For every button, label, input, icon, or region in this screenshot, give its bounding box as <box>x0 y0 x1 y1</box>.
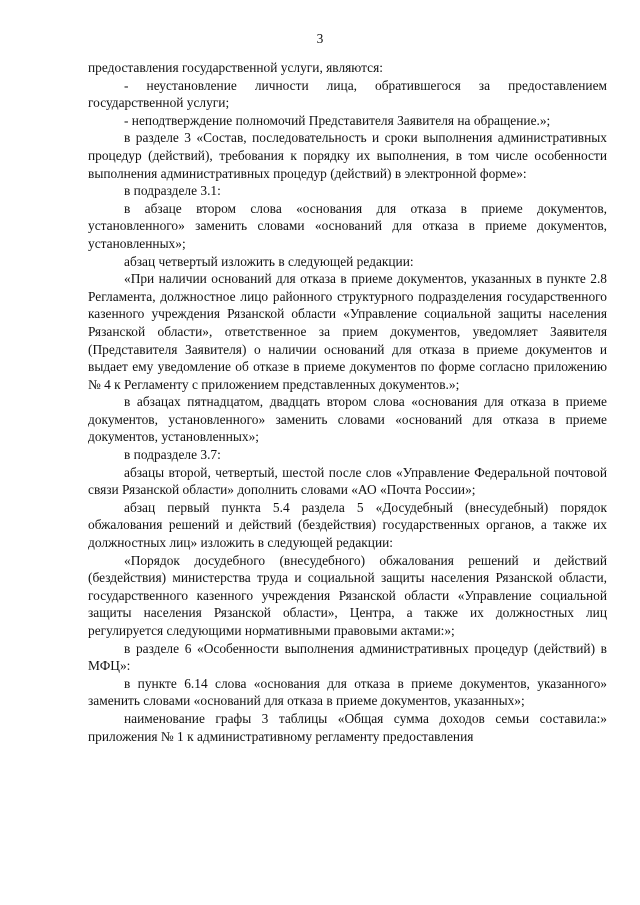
paragraph: в подразделе 3.1: <box>124 183 221 199</box>
paragraph: в абзаце втором слова «основания для отказа в приеме документов, установленного» заменить словами «оснований для отказа в приеме документов, установленных»; <box>88 200 607 251</box>
paragraph: абзацы второй, четвертый, шестой после слов «Управление Федеральной почтовой связи Рязанской области» дополнить словами «АО «Почта России»; <box>88 464 607 498</box>
paragraph: в разделе 3 «Состав, последовательность и сроки выполнения административных процедур (действий), требования к порядку их выполнения, в том числе особенности выполнения административных процедур (действий) в электронной форме»: <box>88 130 607 181</box>
paragraph: в абзацах пятнадцатом, двадцать втором слова «основания для отказа в приеме документов, установленного» заменить словами «оснований для отказа в приеме документов, установленных»; <box>88 394 607 445</box>
paragraph: абзац первый пункта 5.4 раздела 5 «Досудебный (внесудебный) порядок обжалования решений и действий (бездействия) государственных органов, а также их должностных лиц» изложить в следующей редакции: <box>88 499 607 551</box>
paragraph: в пункте 6.14 слова «основания для отказа в приеме документов, указанного» заменить словами «оснований для отказа в приеме документов, указанных»; <box>88 675 607 709</box>
paragraph: абзац четвертый изложить в следующей редакции: <box>124 253 414 269</box>
paragraph: - неподтверждение полномочий Представителя Заявителя на обращение.»; <box>124 112 551 128</box>
paragraph: предоставления государственной услуги, являются: <box>88 60 383 75</box>
paragraph: в подразделе 3.7: <box>124 447 221 463</box>
document-body <box>88 59 607 745</box>
paragraph: в разделе 6 «Особенности выполнения административных процедур (действий) в МФЦ»: <box>88 640 607 674</box>
paragraph: - неустановление личности лица, обратившегося за предоставлением государственной услуги; <box>88 77 607 111</box>
page-number: 3 <box>316 31 324 46</box>
paragraph: «Порядок досудебного (внесудебного) обжалования решений и действий (бездействия) министерства труда и социальной защиты населения Рязанской области, государственного казенного учреждения Рязанской области «Управление социальной защиты населения Рязанской области», Центра, а также их должностных лиц регулируется следующими нормативными правовыми актами:»; <box>88 552 607 638</box>
paragraph: наименование графы 3 таблицы «Общая сумма доходов семьи составила:» приложения № 1 к административному регламенту предоставления <box>88 710 607 744</box>
paragraph: «При наличии оснований для отказа в приеме документов, указанных в пункте 2.8 Регламента, должностное лицо районного структурного подразделения государственного казенного учреждения Рязанской области «Управление социальной защиты населения Рязанской области», ответственное за прием документов, уведомляет Заявителя (Представителя Заявителя) о наличии оснований для отказа в приеме документов и выдает ему уведомление об отказе в приеме документов по форме согласно приложению № 4 к Регламенту с приложением представленных документов.»; <box>88 271 607 392</box>
